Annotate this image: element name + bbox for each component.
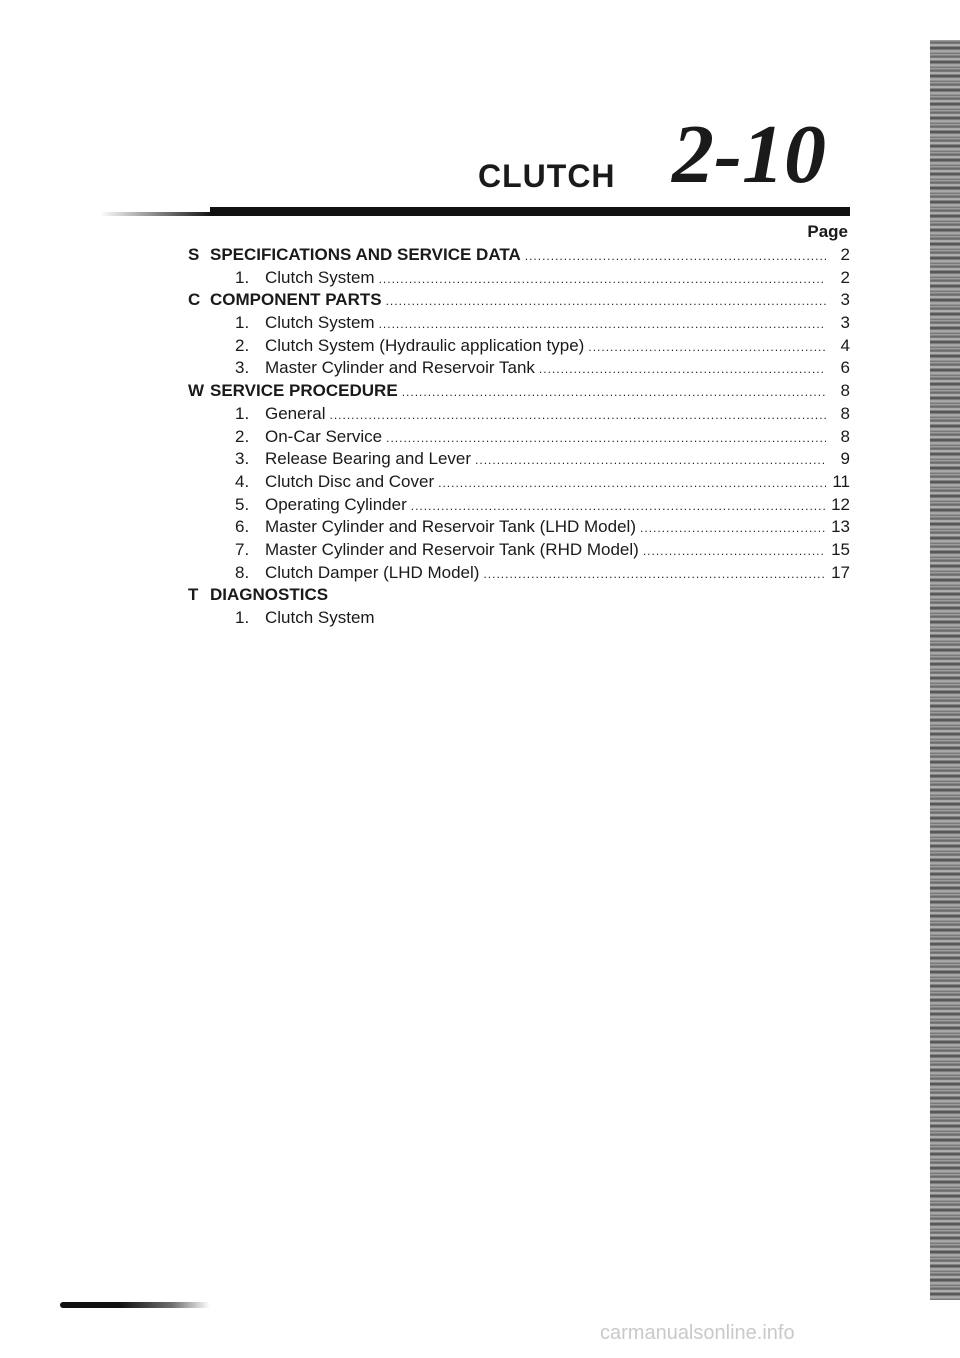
toc-item-number: 6. bbox=[235, 517, 250, 537]
toc-entry-title: Master Cylinder and Reservoir Tank (LHD Model) bbox=[265, 517, 636, 537]
toc-page-number: 2 bbox=[840, 267, 850, 287]
toc-dot-leader bbox=[411, 495, 826, 518]
watermark-text: carmanualsonline.info bbox=[600, 1322, 795, 1344]
toc-dot-leader bbox=[379, 268, 826, 291]
toc-entry-title: SERVICE PROCEDURE bbox=[210, 381, 398, 401]
toc-item-row[interactable] bbox=[188, 335, 850, 358]
toc-entry-title: Clutch System (Hydraulic application type) bbox=[265, 335, 585, 355]
toc-page-number: 9 bbox=[840, 449, 850, 469]
toc-item-row[interactable] bbox=[188, 403, 850, 426]
toc-dot-leader bbox=[402, 381, 826, 404]
toc-page-number: 4 bbox=[840, 335, 850, 355]
toc-item-row[interactable] bbox=[188, 607, 850, 630]
toc-page-number: 17 bbox=[831, 562, 850, 582]
toc-item-number: 2. bbox=[235, 426, 250, 446]
toc-page-number: 8 bbox=[840, 426, 850, 446]
toc-item-number: 1. bbox=[235, 608, 250, 627]
toc-item-row[interactable] bbox=[188, 267, 850, 290]
toc-entry-title: General bbox=[265, 403, 326, 423]
toc-item-row[interactable] bbox=[188, 539, 850, 562]
toc-item-row[interactable] bbox=[188, 562, 850, 585]
toc-item-number: 1. bbox=[235, 267, 250, 287]
toc-entry-title: Clutch System bbox=[265, 267, 375, 287]
page-column-label: Page bbox=[807, 222, 848, 241]
toc-section-row[interactable] bbox=[188, 289, 850, 312]
toc-section-row[interactable] bbox=[188, 584, 850, 607]
toc-dot-leader bbox=[438, 472, 826, 495]
toc-page-number: 8 bbox=[840, 381, 850, 401]
toc-item-number: 2. bbox=[235, 335, 250, 355]
toc-entry-title: COMPONENT PARTS bbox=[210, 290, 382, 310]
toc-entry-title: On-Car Service bbox=[265, 426, 383, 446]
section-title: CLUTCH bbox=[478, 158, 616, 194]
title-rule bbox=[210, 207, 850, 216]
toc-dot-leader bbox=[329, 404, 826, 427]
toc-item-number: 5. bbox=[235, 494, 250, 514]
toc-item-row[interactable] bbox=[188, 516, 850, 539]
toc-dot-leader bbox=[386, 290, 826, 313]
toc-entry-title: SPECIFICATIONS AND SERVICE DATA bbox=[210, 245, 521, 264]
toc-section-row[interactable] bbox=[188, 380, 850, 403]
toc-item-row[interactable] bbox=[188, 494, 850, 517]
toc-entry-title: Clutch System bbox=[265, 608, 375, 627]
toc-dot-leader bbox=[588, 336, 826, 359]
toc-dot-leader bbox=[539, 358, 826, 381]
scanned-page-edge bbox=[930, 40, 960, 1300]
toc-item-number: 1. bbox=[235, 313, 250, 333]
toc-section-letter: C bbox=[188, 290, 201, 310]
toc-section-row[interactable] bbox=[188, 244, 850, 267]
toc-item-row[interactable] bbox=[188, 357, 850, 380]
toc-item-number: 7. bbox=[235, 539, 250, 559]
toc-item-row[interactable] bbox=[188, 471, 850, 494]
toc-page-number: 8 bbox=[840, 403, 850, 423]
toc-dot-leader bbox=[525, 245, 826, 268]
toc-item-row[interactable] bbox=[188, 448, 850, 471]
toc-page-number: 15 bbox=[831, 539, 850, 559]
toc-entry-title: Release Bearing and Lever bbox=[265, 449, 472, 469]
toc-page-number: 3 bbox=[840, 313, 850, 333]
toc-page-number: 13 bbox=[831, 517, 850, 537]
page-corner-mark bbox=[60, 1302, 210, 1308]
toc-item-number: 1. bbox=[235, 403, 250, 423]
toc-item-row[interactable] bbox=[188, 426, 850, 449]
toc-page-number: 11 bbox=[832, 471, 850, 491]
toc-entry-title: Clutch Damper (LHD Model) bbox=[265, 562, 480, 582]
toc-section-letter: T bbox=[188, 585, 199, 605]
toc-dot-leader bbox=[483, 563, 826, 586]
toc-entry-title: Clutch Disc and Cover bbox=[265, 471, 435, 491]
table-of-contents bbox=[188, 244, 850, 630]
toc-dot-leader bbox=[475, 449, 826, 472]
toc-section-letter: W bbox=[188, 381, 205, 401]
toc-dot-leader bbox=[640, 517, 826, 540]
toc-item-row[interactable] bbox=[188, 312, 850, 335]
chapter-number: 2-10 bbox=[672, 108, 826, 201]
toc-page-number: 2 bbox=[840, 245, 850, 264]
toc-item-number: 4. bbox=[235, 471, 250, 491]
title-rule-tail bbox=[100, 212, 212, 216]
toc-entry-title: Master Cylinder and Reservoir Tank (RHD Model) bbox=[265, 539, 639, 559]
toc-section-letter: S bbox=[188, 245, 200, 264]
toc-entry-title: Operating Cylinder bbox=[265, 494, 407, 514]
toc-item-number: 8. bbox=[235, 562, 250, 582]
toc-item-number: 3. bbox=[235, 449, 250, 469]
toc-dot-leader bbox=[643, 540, 826, 563]
toc-entry-title: Master Cylinder and Reservoir Tank bbox=[265, 358, 535, 378]
toc-entry-title: DIAGNOSTICS bbox=[210, 585, 329, 605]
toc-page-number: 12 bbox=[831, 494, 850, 514]
toc-dot-leader bbox=[379, 313, 826, 336]
toc-entry-title: Clutch System bbox=[265, 313, 375, 333]
toc-item-number: 3. bbox=[235, 358, 250, 378]
toc-page-number: 3 bbox=[840, 290, 850, 310]
toc-page-number: 6 bbox=[840, 358, 850, 378]
toc-dot-leader bbox=[386, 427, 826, 450]
